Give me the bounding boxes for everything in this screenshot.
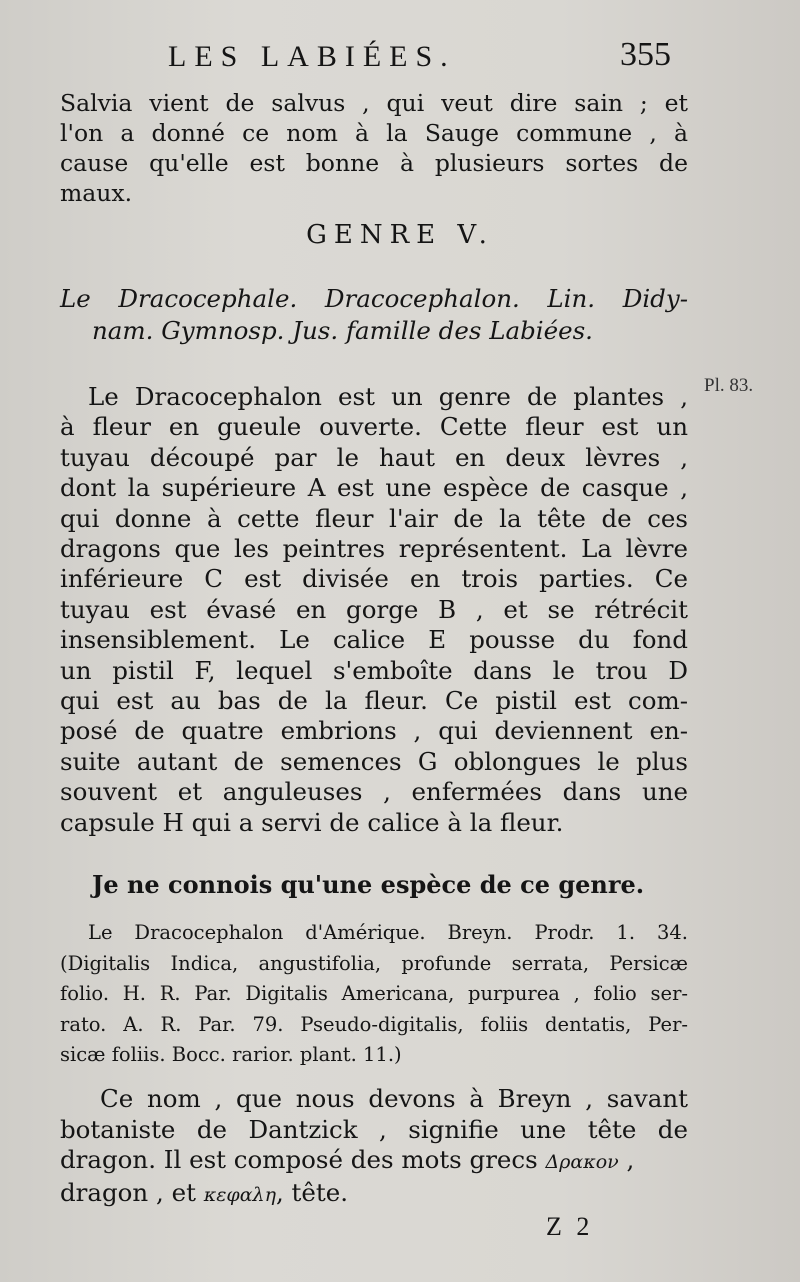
text-line: folio. H. R. Par. Digitalis Americana, purpurea , folio ser- [60, 982, 688, 1005]
page-number: 355 [620, 36, 671, 73]
text-line: cause qu'elle est bonne à plusieurs sortes de [60, 149, 688, 177]
text-line: rato. A. R. Par. 79. Pseudo-digitalis, foliis dentatis, Per- [60, 1012, 688, 1036]
text-fragment: dragon. Il est composé des mots grecs [60, 1145, 538, 1175]
text-line: Le Dracocephale. Dracocephalon. Lin. Didy- [60, 284, 688, 313]
signature-mark: Z 2 [546, 1212, 594, 1241]
text-line: botaniste de Dantzick , signifie une tête de [60, 1114, 688, 1144]
text-line: sicæ foliis. Bocc. rarior. plant. 11.) [60, 1043, 402, 1066]
text-line: inférieure C est divisée en trois parties. Ce [60, 564, 688, 594]
text-line: à fleur en gueule ouverte. Cette fleur est un [60, 412, 688, 442]
running-head-title: LES LABIÉES. [168, 40, 456, 73]
intro-paragraph [60, 88, 688, 208]
genus-title [60, 283, 688, 347]
text-line: posé de quatre embrions , qui deviennent en- [60, 716, 688, 746]
text-line: dragons que les peintres représentent. La lèvre [60, 534, 688, 564]
text-line: souvent et anguleuses , enfermées dans une [60, 777, 688, 807]
running-head [0, 36, 800, 82]
text-line: un pistil F, lequel s'emboîte dans le trou D [60, 655, 688, 685]
text-line: Le Dracocephalon d'Amérique. Breyn. Prodr. 1. 34. [88, 921, 688, 944]
text-fragment: , tête. [275, 1177, 349, 1207]
text-line [60, 1178, 688, 1211]
text-line: maux. [60, 179, 133, 207]
text-line: insensiblement. Le calice E pousse du fond [60, 625, 688, 655]
text-line: qui est au bas de la fleur. Ce pistil est com- [60, 686, 688, 716]
text-line: dont la supérieure A est une espèce de casque , [60, 473, 688, 503]
text-line: l'on a donné ce nom à la Sauge commune , à [60, 119, 688, 147]
description-paragraph [60, 382, 688, 838]
text-line: tuyau est évasé en gorge B , et se rétrécit [60, 594, 688, 624]
species-heading: Je ne connois qu'une espèce de ce genre. [92, 870, 645, 899]
text-line: capsule H qui a servi de calice à la fleur. [60, 807, 564, 837]
text-line: Le Dracocephalon est un genre de plantes , [88, 382, 688, 411]
etymology-paragraph [60, 1084, 688, 1210]
text-line: tuyau découpé par le haut en deux lèvres , [60, 442, 688, 472]
text-line: (Digitalis Indica, angustifolia, profunde serrata, Persicæ [60, 951, 688, 975]
text-fragment: dragon , et [60, 1177, 196, 1207]
text-line: Ce nom , que nous devons à Breyn , savant [100, 1084, 688, 1113]
margin-note-plate: Pl. 83. [704, 375, 754, 396]
text-line [60, 1145, 688, 1178]
text-line: suite autant de semences G oblongues le plus [60, 746, 688, 776]
text-fragment: , [626, 1145, 635, 1175]
greek-word-dragon: Δρακον [545, 1151, 619, 1174]
greek-word-head: κεφαλη [203, 1183, 276, 1206]
genre-heading: GENRE V. [306, 220, 494, 250]
text-line: qui donne à cette fleur l'air de la tête de ces [60, 503, 688, 533]
text-line: Salvia vient de salvus , qui veut dire sain ; et [60, 89, 688, 117]
text-line: nam. Gymnosp. Jus. famille des Labiées. [92, 316, 593, 345]
citation-paragraph [60, 918, 688, 1071]
